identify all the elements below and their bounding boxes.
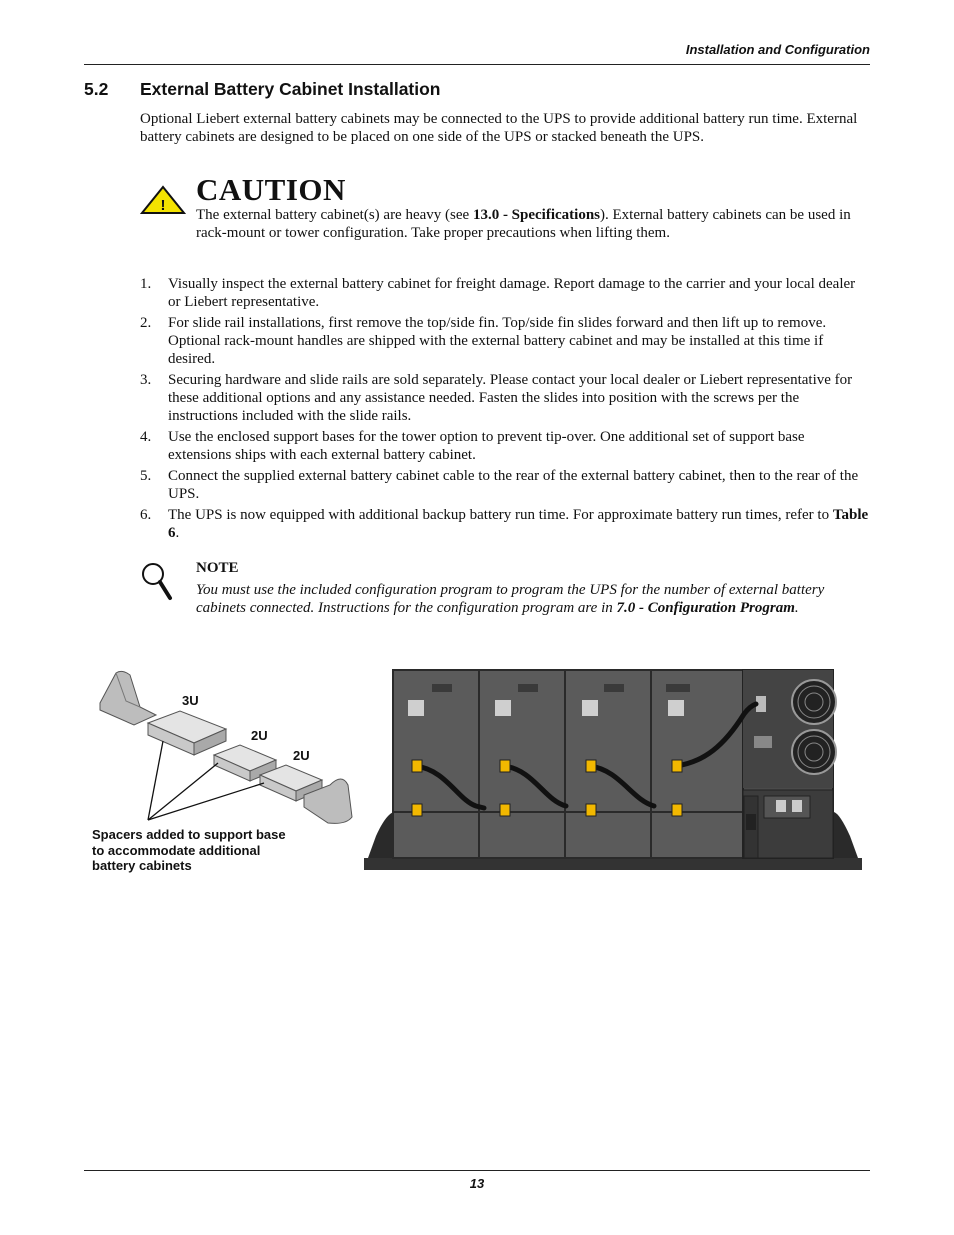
list-item: 2. For slide rail installations, first remove the top/side fin. Top/side fin slides forward and then lift up to remove. Optional rack-mount handles are shipped with the external battery cabinet and may be installed at this time if desired. <box>140 315 827 367</box>
header-rule <box>84 64 870 65</box>
caution-text: The external battery cabinet(s) are heavy (see 13.0 - Specifications). External battery cabinets can be used in rack-mount or tower configuration. Take proper precautions when lifting them. <box>196 207 851 241</box>
warning-triangle-icon <box>140 185 186 215</box>
battery-cabinet-3 <box>565 670 651 858</box>
support-base-diagram <box>90 665 360 835</box>
caution-title: CAUTION <box>196 172 346 207</box>
list-item: 6. The UPS is now equipped with additional backup battery run time. For approximate battery run times, refer to Table 6. <box>140 507 869 541</box>
list-item: 3. Securing hardware and slide rails are sold separately. Please contact your local dealer or Liebert representative for these additional options and any assistance needed. Fasten the slides into position with the screws per the instructions included with the slide rails. <box>140 372 853 424</box>
spacer-2u-label: 2U <box>251 728 268 743</box>
installation-steps <box>140 275 870 545</box>
svg-text:!: ! <box>160 197 166 214</box>
table-reference[interactable]: Table 6 <box>168 507 869 541</box>
list-item: 1. Visually inspect the external battery cabinet for freight damage. Report damage to the carrier and your local dealer or Liebert representative. <box>140 276 856 310</box>
note-title: NOTE <box>196 560 239 576</box>
note-text: You must use the included configuration program to program the UPS for the number of external battery cabinets connected. Instructions for the configuration program are in 7.0 - Configuration Program. <box>196 582 825 616</box>
ups-battery-cabinets-diagram <box>364 666 864 872</box>
page-number: 13 <box>469 1176 485 1191</box>
configuration-program-reference[interactable]: 7.0 - Configuration Program <box>616 600 795 616</box>
battery-cabinet-4 <box>651 670 743 858</box>
section-heading <box>84 79 441 100</box>
battery-cabinet-1 <box>393 670 479 858</box>
battery-cabinet-2 <box>479 670 565 858</box>
magnifier-icon <box>140 562 174 602</box>
list-item: 5. Connect the supplied external battery cabinet cable to the rear of the external battery cabinet, then to the rear of the UPS. <box>140 468 859 502</box>
spacer-2u-label: 2U <box>293 748 310 763</box>
running-header: Installation and Configuration <box>685 42 870 57</box>
figure-caption: Spacers added to support base to accommodate additional battery cabinets <box>92 827 286 873</box>
ups-unit <box>743 670 836 858</box>
specifications-reference[interactable]: 13.0 - Specifications <box>472 207 601 223</box>
intro-paragraph: Optional Liebert external battery cabinets may be connected to the UPS to provide additional battery run time. External battery cabinets are designed to be placed on one side of the UPS or stacked beneath the UPS. <box>140 111 858 145</box>
section-title: External Battery Cabinet Installation <box>140 79 441 99</box>
list-item: 4. Use the enclosed support bases for the tower option to prevent tip-over. One additional set of support base extensions ships with each external battery cabinet. <box>140 429 805 463</box>
spacer-3u-label: 3U <box>182 693 199 708</box>
section-number: 5.2 <box>84 79 109 99</box>
footer-rule <box>84 1170 870 1171</box>
